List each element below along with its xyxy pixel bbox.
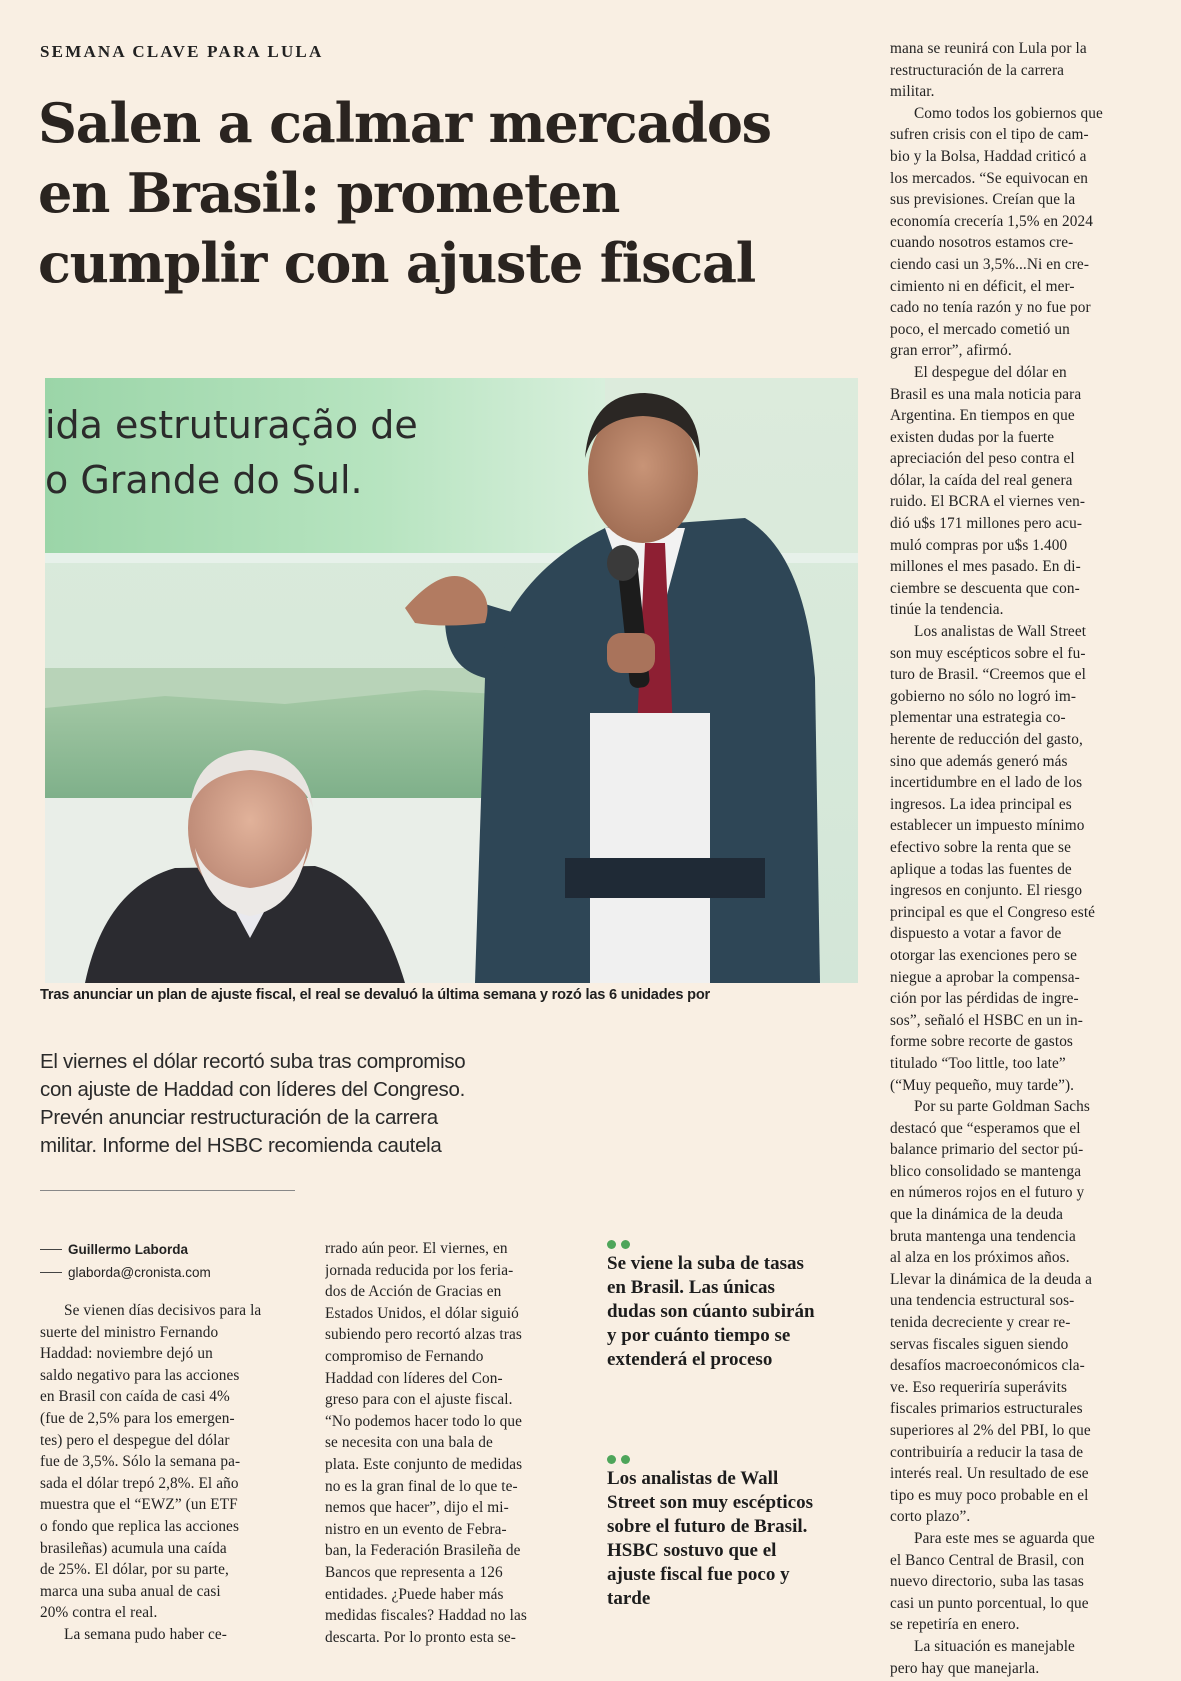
text-line: son muy escépticos sobre el fu- [890,644,1086,662]
text-line: dos de Acción de Gracias en [325,1283,502,1301]
pull-quote-1 [607,1238,872,1372]
text-line: Haddad: noviembre dejó un [40,1345,213,1363]
author-name: Guillermo Laborda [68,1242,189,1257]
text-line: 20% contra el real. [40,1604,158,1622]
headline [38,88,838,298]
text-line: (fue de 2,5% para los emergen- [40,1409,235,1427]
text-line: o fondo que replica las acciones [40,1517,240,1535]
text-line: contribuiría a reducir la tasa de [890,1443,1084,1461]
text-line: Para este mes se aguarda que [914,1529,1095,1547]
text-line: ban, la Federación Brasileña de [325,1542,521,1560]
text-line: suerte del ministro Fernando [40,1323,219,1341]
text-line: Argentina. En tiempos en que [890,407,1075,425]
text-line: tinúe la tendencia. [890,601,1004,619]
text-line: dólar, la caída del real genera [890,471,1073,489]
text-line: Brasil es una mala noticia para [890,385,1082,403]
byline-dash [40,1272,62,1273]
text-line: ciendo casi un 3,5%...Ni en cre- [890,255,1090,273]
text-line: de 25%. El dólar, por su parte, [40,1561,229,1579]
text-line: se necesita con una bala de [325,1434,493,1452]
text-line: otorgar las exenciones pero se [890,946,1078,964]
text-line: plementar una estrategia co- [890,709,1066,727]
text-line: fue de 3,5%. Sólo la semana pa- [40,1453,241,1471]
text-line: Por su parte Goldman Sachs [914,1098,1090,1116]
text-line: cado no tenía razón y no fue por [890,299,1091,317]
text-line: militar. [890,83,935,101]
text-line: brasileñas) acumula una caída [40,1539,227,1557]
screen-text: ida estruturação de [45,403,418,447]
text-line: Como todos los gobiernos que [914,104,1103,122]
text-line: desafíos macroeconómicos cla- [890,1357,1085,1375]
screen-text: o Grande do Sul. [45,458,363,502]
byline-dash [40,1249,62,1250]
text-line: cimiento ni en déficit, el mer- [890,277,1075,295]
article-column-3 [890,38,1152,1679]
text-line: millones el mes pasado. En di- [890,558,1081,576]
text-line: dió u$s 171 millones pero acu- [890,515,1083,533]
deck-line: con ajuste de Haddad con líderes del Congreso. [40,1078,465,1101]
author-email[interactable]: glaborda@cronista.com [68,1265,211,1280]
text-line: medidas fiscales? Haddad no las [325,1607,527,1625]
text-line: (“Muy pequeño, muy tarde”). [890,1076,1075,1094]
deck-line: El viernes el dólar recortó suba tras compromiso [40,1050,466,1073]
text-line: economía crecería 1,5% en 2024 [890,212,1094,230]
text-line: Se vienen días decisivos para la [64,1302,262,1319]
text-line: no es la gran final de lo que te- [325,1477,518,1495]
text-line: una tendencia estructural sos- [890,1292,1075,1310]
text-line: cuando nosotros estamos cre- [890,234,1074,252]
text-line: tes) pero el despegue del dólar [40,1431,230,1449]
article-column-1 [40,1300,295,1646]
text-line: nistro en un evento de Febra- [325,1520,507,1538]
text-line: blico consolidado se mantenga [890,1162,1082,1180]
pull-quote-line: Los analistas de Wall [607,1468,779,1489]
text-line: establecer un impuesto mínimo [890,817,1085,835]
pull-quote-line: sobre el futuro de Brasil. [607,1516,808,1537]
text-line: marca una suba anual de casi [40,1582,221,1600]
text-line: dispuesto a votar a favor de [890,925,1062,943]
text-line: saldo negativo para las acciones [40,1366,240,1384]
text-line: compromiso de Fernando [325,1347,484,1365]
text-line: al alza en los próximos años. [890,1249,1070,1267]
text-line: plata. Este conjunto de medidas [325,1455,523,1473]
text-line: sino que además generó más [890,752,1068,770]
text-line: en números rojos en el futuro y [890,1184,1085,1202]
text-line: “No podemos hacer todo lo que [325,1412,523,1430]
text-line: en Brasil con caída de casi 4% [40,1388,230,1406]
text-line: aplique a todas las fuentes de [890,860,1072,878]
pull-quote-line: extenderá el proceso [607,1349,773,1370]
text-line: ción por las pérdidas de ingre- [890,990,1079,1008]
text-line: superiores al 2% del PBI, lo que [890,1422,1091,1439]
text-line: tenida decreciente y crear re- [890,1314,1071,1332]
text-line: corto plazo”. [890,1508,971,1526]
pull-quote-2 [607,1453,872,1611]
text-line: sufren crisis con el tipo de cam- [890,126,1089,144]
pull-quote-line: dudas son cúanto subirán [607,1301,815,1322]
text-line: tipo es muy poco probable en el [890,1486,1089,1504]
text-line: forme sobre recorte de gastos [890,1033,1073,1051]
deck-line: militar. Informe del HSBC recomienda cautela [40,1134,442,1157]
headline-line: cumplir con ajuste fiscal [38,231,756,295]
text-line: gran error”, afirmó. [890,342,1012,360]
text-line: rrado aún peor. El viernes, en [325,1240,508,1257]
text-line: niegue a aprobar la compensa- [890,968,1080,986]
text-line: muló compras por u$s 1.400 [890,536,1068,554]
byline [40,1238,211,1284]
text-line: destacó que “esperamos que el [890,1119,1081,1137]
text-line: turo de Brasil. “Creemos que el [890,666,1086,684]
text-line: efectivo sobre la renta que se [890,838,1071,856]
text-line: poco, el mercado cometió un [890,320,1070,338]
pull-quote-line: y por cuánto tiempo se [607,1325,791,1346]
news-photo [45,378,858,983]
text-line: los mercados. “Se equivocan en [890,169,1088,187]
text-line: balance primario del sector pú- [890,1141,1084,1159]
text-line: sada el dólar trepó 2,8%. El año [40,1474,239,1492]
text-line: bio y la Bolsa, Haddad criticó a [890,147,1087,165]
text-line: interés real. Un resultado de ese [890,1465,1089,1483]
pull-quote-line: ajuste fiscal fue poco y [607,1564,790,1585]
text-line: Estados Unidos, el dólar siguió [325,1304,519,1322]
pull-quote-line: HSBC sostuvo que el [607,1540,777,1561]
text-line: greso para con el ajuste fiscal. [325,1391,513,1409]
text-line: el Banco Central de Brasil, con [890,1551,1085,1569]
text-line: El despegue del dólar en [914,363,1067,381]
text-line: entidades. ¿Puede haber más [325,1585,504,1603]
text-line: existen dudas por la fuerte [890,428,1055,446]
text-line: ciembre se descuenta que con- [890,579,1080,597]
text-line: principal es que el Congreso esté [890,903,1096,921]
text-line: ruido. El BCRA el viernes ven- [890,493,1086,511]
text-line: mana se reunirá con Lula por la [890,40,1087,57]
text-line: nemos que hacer”, dijo el mi- [325,1499,509,1517]
text-line: herente de reducción del gasto, [890,731,1083,748]
text-line: Bancos que representa a 126 [325,1563,503,1581]
text-line: ingresos. La idea principal es [890,795,1072,813]
article-deck [40,1048,560,1160]
text-line: Haddad con líderes del Con- [325,1369,503,1387]
deck-divider [40,1190,295,1191]
text-line: muestra que el “EWZ” (un ETF [40,1496,238,1514]
text-line: gobierno no sólo no logró im- [890,687,1077,705]
text-line: titulado “Too little, too late” [890,1054,1066,1072]
text-line: La semana pudo haber ce- [64,1625,227,1643]
text-line: Llevar la dinámica de la deuda a [890,1270,1092,1288]
text-line: que la dinámica de la deuda [890,1206,1064,1224]
text-line: sos”, señaló el HSBC en un in- [890,1011,1083,1029]
text-line: sus previsiones. Creían que la [890,191,1076,209]
photo-illustration [45,378,858,983]
article-column-2 [325,1238,583,1648]
deck-line: Prevén anunciar restructuración de la carrera [40,1106,438,1129]
text-line: descarta. Por lo pronto esta se- [325,1628,516,1646]
text-line: ve. Eso requeriría superávits [890,1378,1068,1396]
section-kicker: SEMANA CLAVE PARA LULA [40,42,324,61]
text-line: apreciación del peso contra el [890,450,1075,468]
text-line: bruta mantenga una tendencia [890,1227,1076,1245]
text-line: casi un punto porcentual, lo que [890,1594,1089,1612]
text-line: subiendo pero recortó alzas tras [325,1326,522,1344]
pull-quote-line: tarde [607,1588,651,1609]
text-line: se repetiría en enero. [890,1616,1020,1634]
text-line: restructuración de la carrera [890,61,1065,79]
text-line: fiscales primarios estructurales [890,1400,1083,1418]
text-line: ingresos en conjunto. El riesgo [890,882,1083,900]
headline-line: Salen a calmar mercados [38,91,771,155]
text-line: incertidumbre en el lado de los [890,774,1083,792]
text-line: La situación es manejable [914,1637,1075,1655]
text-line: servas fiscales siguen siendo [890,1335,1069,1353]
headline-line: en Brasil: prometen [38,161,620,225]
pull-quote-line: Se viene la suba de tasas [607,1253,804,1274]
photo-caption: Tras anunciar un plan de ajuste fiscal, el real se devaluó la última semana y rozó las 6 unidades por [40,987,711,1003]
text-line: nuevo directorio, suba las tasas [890,1573,1084,1591]
text-line: Los analistas de Wall Street [914,623,1087,641]
text-line: pero hay que manejarla. [890,1659,1040,1677]
pull-quote-line: Street son muy escépticos [607,1492,813,1513]
text-line: jornada reducida por los feria- [325,1261,514,1279]
pull-quote-line: en Brasil. Las únicas [607,1277,775,1298]
